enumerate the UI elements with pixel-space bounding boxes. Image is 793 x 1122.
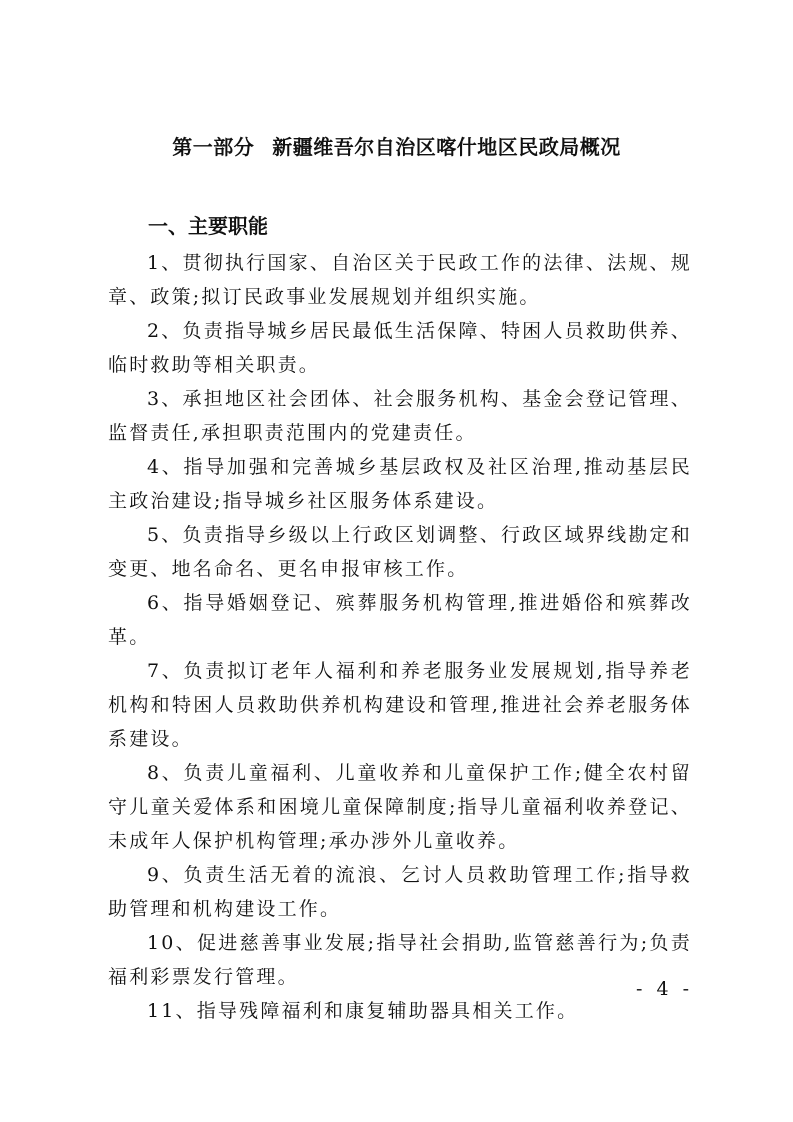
paragraph-6: 6、指导婚姻登记、殡葬服务机构管理,推进婚俗和殡葬改革。 (108, 592, 692, 648)
paragraph-4: 4、指导加强和完善城乡基层政权及社区治理,推动基层民主政治建设;指导城乡社区服务体系建设。 (108, 456, 692, 512)
paragraph-1: 1、贯彻执行国家、自治区关于民政工作的法律、法规、规章、政策;拟订民政事业发展规划并组织实施。 (108, 252, 692, 308)
page-number: - 4 - (636, 978, 694, 1000)
document-body (108, 246, 692, 1028)
page-title (0, 131, 793, 160)
paragraph-5: 5、负责指导乡级以上行政区划调整、行政区域界线勘定和变更、地名命名、更名申报审核工作。 (108, 524, 692, 580)
paragraph-3: 3、承担地区社会团体、社会服务机构、基金会登记管理、监督责任,承担职责范围内的党建责任。 (108, 388, 692, 444)
section-heading: 一、主要职能 (148, 214, 268, 238)
title-part: 第一部分 (172, 135, 255, 159)
paragraph-8: 8、负责儿童福利、儿童收养和儿童保护工作;健全农村留守儿童关爱体系和困境儿童保障制度;指导儿童福利收养登记、未成年人保护机构管理;承办涉外儿童收养。 (108, 762, 692, 852)
paragraph-10: 10、促进慈善事业发展;指导社会捐助,监管慈善行为;负责福利彩票发行管理。 (108, 932, 692, 988)
title-name: 新疆维吾尔自治区喀什地区民政局概况 (272, 135, 621, 159)
paragraph-11: 11、指导残障福利和康复辅助器具相关工作。 (146, 1000, 579, 1022)
paragraph-7: 7、负责拟订老年人福利和养老服务业发展规划,指导养老机构和特困人员救助供养机构建设和管理,推进社会养老服务体系建设。 (108, 660, 692, 750)
paragraph-9: 9、负责生活无着的流浪、乞讨人员救助管理工作;指导救助管理和机构建设工作。 (108, 864, 692, 920)
paragraph-2: 2、负责指导城乡居民最低生活保障、特困人员救助供养、临时救助等相关职责。 (108, 320, 692, 376)
